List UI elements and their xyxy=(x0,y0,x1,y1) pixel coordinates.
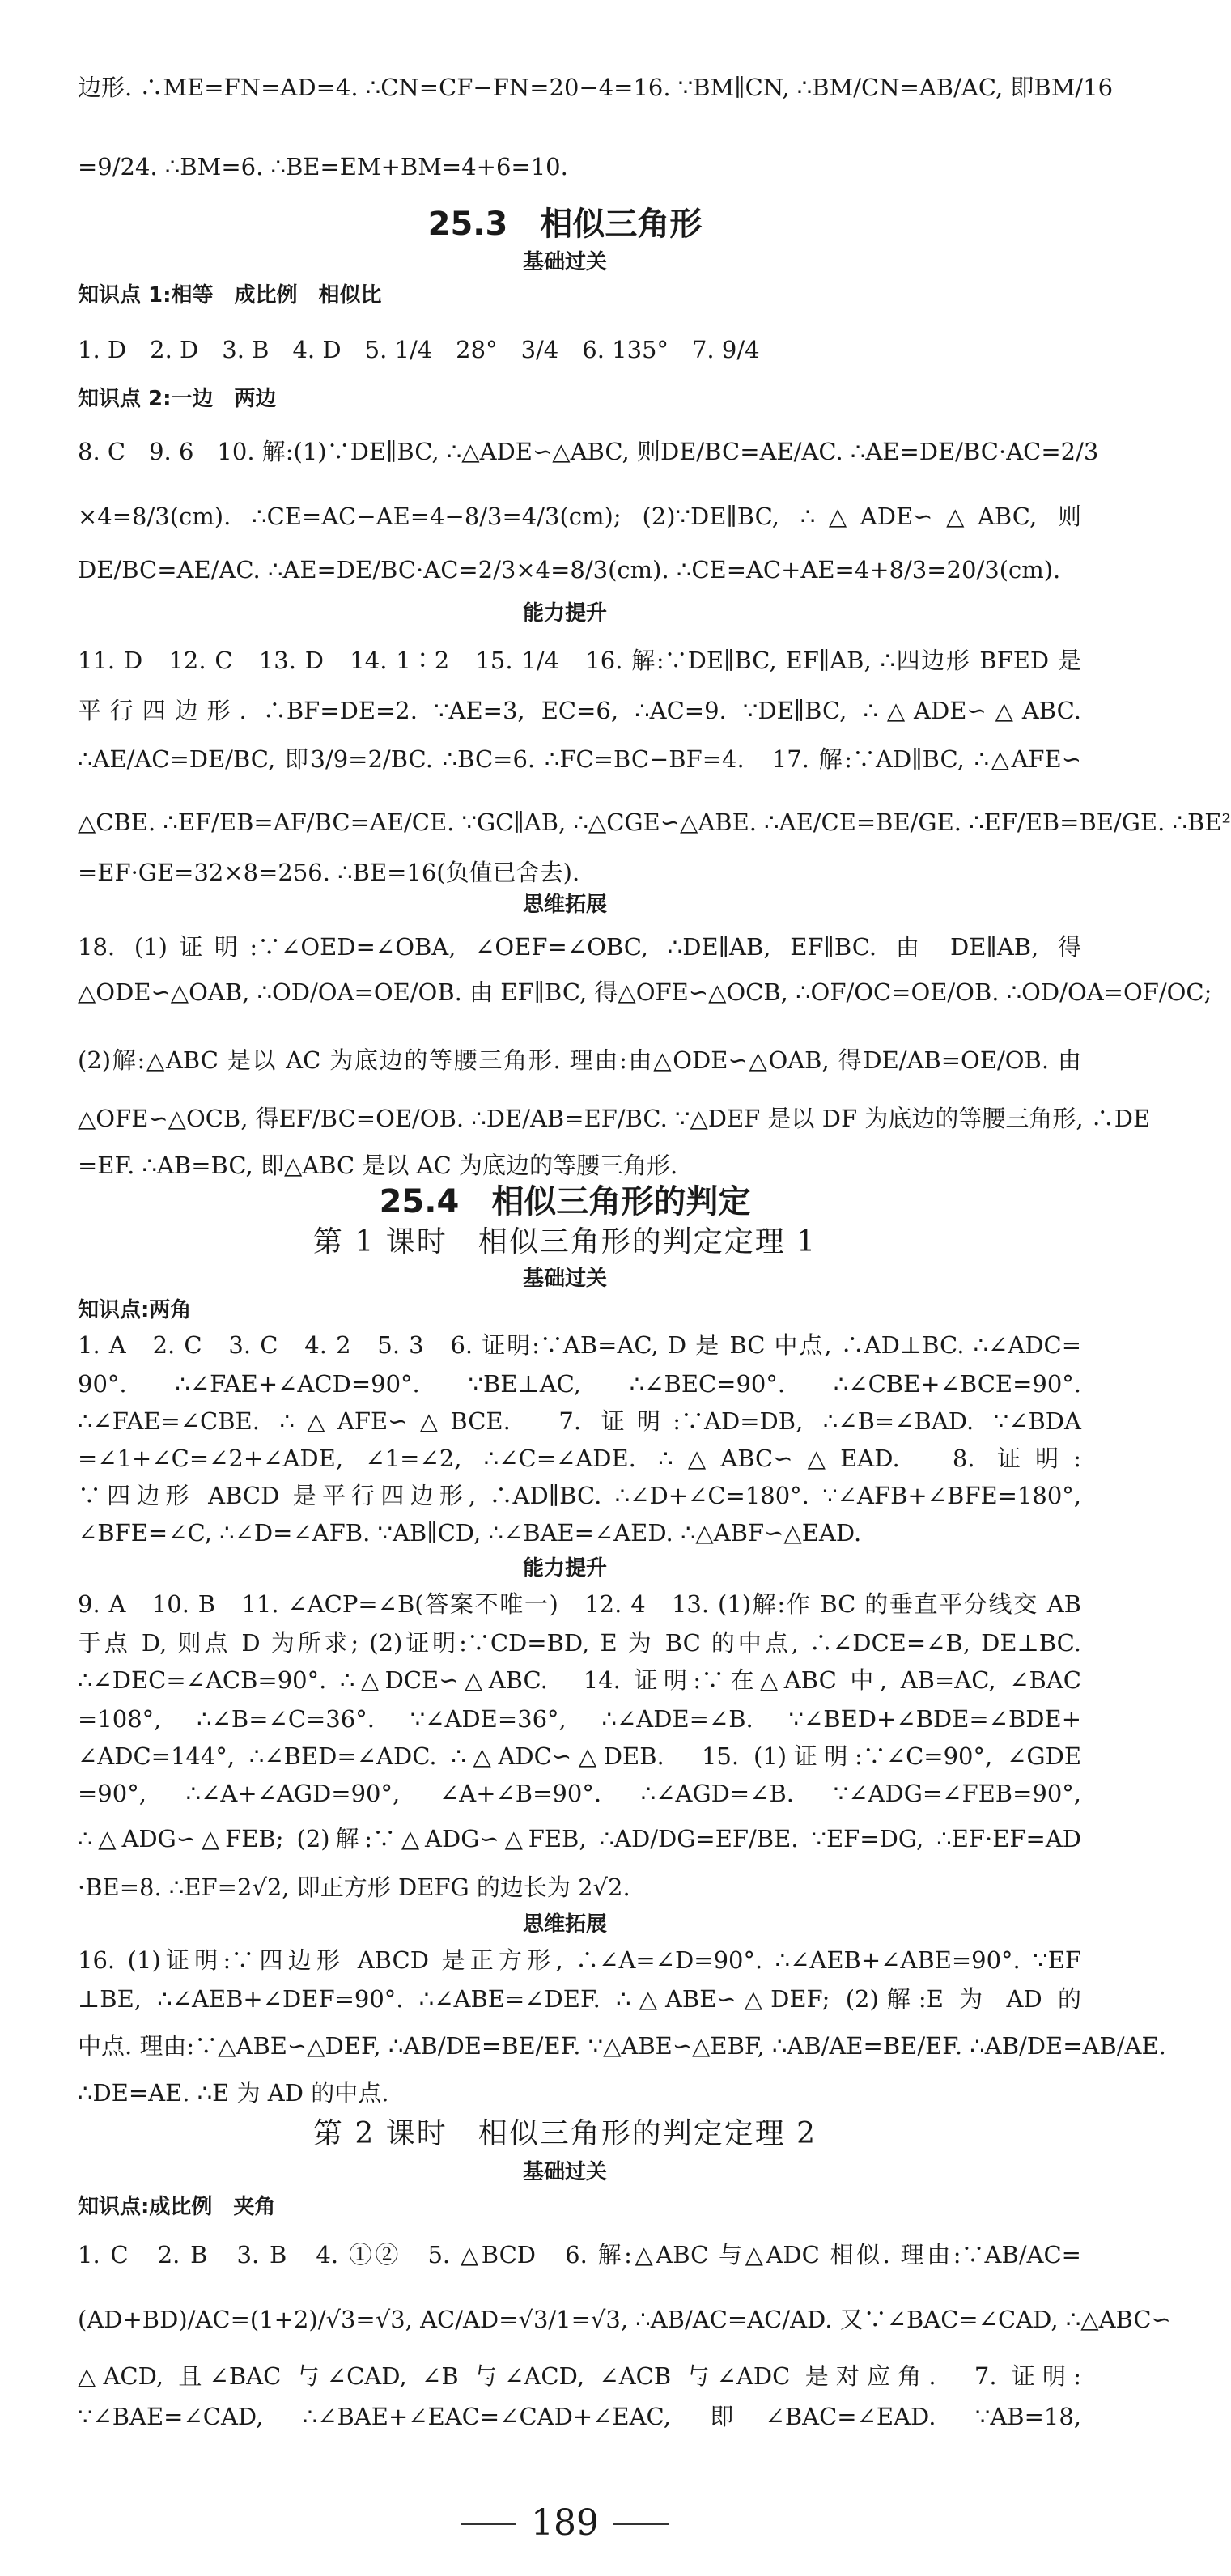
subsection-basic: 基础过关 xyxy=(522,250,607,274)
text-line: =EF·GE=32×8=256. ∴BE=16(负值已舍去). xyxy=(78,859,580,886)
text-line: 16. (1)证明:∵四边形 ABCD 是正方形, ∴∠A=∠D=90°. ∴∠AEB+∠ABE=90°. ∵EF xyxy=(78,1946,1081,1974)
text-line: △ODE∽△OAB, ∴OD/OA=OE/OB. 由 EF∥BC, 得△OFE∽△OCB, ∴OF/OC=OE/OB. ∴OD/OA=OF/OC; xyxy=(78,978,1212,1006)
subsection-basic: 基础过关 xyxy=(522,2160,607,2184)
subsection-thinking: 思维拓展 xyxy=(522,893,607,917)
text-line: =108°, ∴∠B=∠C=36°. ∵∠ADE=36°, ∴∠ADE=∠B. ∵∠BED+∠BDE=∠BDE+ xyxy=(78,1705,1081,1733)
text-line: 1. C 2. B 3. B 4. ①② 5. △BCD 6. 解:△ABC 与△ADC 相似. 理由:∵AB/AC= xyxy=(78,2241,1081,2268)
text-line: DE/BC=AE/AC. ∴AE=DE/BC·AC=2/3×4=8/3(cm). ∴CE=AC+AE=4+8/3=20/3(cm). xyxy=(78,556,1061,584)
subsection-ability: 能力提升 xyxy=(522,601,607,626)
text-line: 于点 D, 则点 D 为所求; (2)证明:∵CD=BD, E 为 BC 的中点, ∴∠DCE=∠B, DE⊥BC. xyxy=(78,1629,1081,1657)
text-line: 9. A 10. B 11. ∠ACP=∠B(答案不唯一) 12. 4 13. (1)解:作 BC 的垂直平分线交 AB xyxy=(78,1590,1081,1618)
text-line: ∠ADC=144°, ∴∠BED=∠ADC. ∴△ADC∽△DEB. 15. (1)证明:∵∠C=90°, ∠GDE xyxy=(78,1742,1081,1770)
text-line: ∴△ADG∽△FEB; (2)解:∵△ADG∽△FEB, ∴AD/DG=EF/BE. ∵EF=DG, ∴EF·EF=AD xyxy=(78,1825,1081,1852)
text-line: 90°. ∴∠FAE+∠ACD=90°. ∵BE⊥AC, ∴∠BEC=90°. ∴∠CBE+∠BCE=90°. xyxy=(78,1370,1081,1398)
text-line: =9/24. ∴BM=6. ∴BE=EM+BM=4+6=10. xyxy=(78,153,568,180)
page-number-dash-right xyxy=(613,2523,669,2525)
section-heading-25-3: 25.3 相似三角形 xyxy=(427,206,703,243)
text-line: 8. C 9. 6 10. 解:(1)∵DE∥BC, ∴△ADE∽△ABC, 则DE/BC=AE/AC. ∴AE=DE/BC·AC=2/3 xyxy=(78,438,1099,465)
text-line: ∴∠DEC=∠ACB=90°. ∴△DCE∽△ABC. 14. 证明:∵在△ABC 中, AB=AC, ∠BAC xyxy=(78,1666,1081,1694)
lesson-heading-1: 第 1 课时 相似三角形的判定定理 1 xyxy=(312,1225,817,1258)
text-line: ∴AE/AC=DE/BC, 即3/9=2/BC. ∴BC=6. ∴FC=BC−BF=4. 17. 解:∵AD∥BC, ∴△AFE∽ xyxy=(78,745,1081,773)
text-line: 18. (1)证明:∵∠OED=∠OBA, ∠OEF=∠OBC, ∴DE∥AB, EF∥BC. 由 DE∥AB, 得 xyxy=(78,933,1081,961)
text-line: =EF. ∴AB=BC, 即△ABC 是以 AC 为底边的等腰三角形. xyxy=(78,1152,678,1179)
text-line: ∴DE=AE. ∴E 为 AD 的中点. xyxy=(78,2079,389,2107)
text-line: ⊥BE, ∴∠AEB+∠DEF=90°. ∴∠ABE=∠DEF. ∴△ABE∽△DEF; (2)解:E 为 AD 的 xyxy=(78,1985,1081,2013)
text-line: 边形. ∴ME=FN=AD=4. ∴CN=CF−FN=20−4=16. ∵BM∥CN, ∴BM/CN=AB/AC, 即BM/16 xyxy=(78,74,1114,101)
knowledge-point-1: 知识点 1:相等 成比例 相似比 xyxy=(78,283,382,308)
text-line: ∵四边形 ABCD 是平行四边形, ∴AD∥BC. ∴∠D+∠C=180°. ∵∠AFB+∠BFE=180°, xyxy=(78,1482,1081,1509)
text-line: (AD+BD)/AC=(1+2)/√3=√3, AC/AD=√3/1=√3, ∴AB/AC=AC/AD. 又∵∠BAC=∠CAD, ∴△ABC∽ xyxy=(78,2306,1171,2333)
subsection-ability: 能力提升 xyxy=(522,1556,607,1581)
subsection-basic: 基础过关 xyxy=(522,1267,607,1291)
page-number: 189 xyxy=(531,2502,599,2544)
text-line: =∠1+∠C=∠2+∠ADE, ∠1=∠2, ∴∠C=∠ADE. ∴△ABC∽△EAD. 8. 证明: xyxy=(78,1445,1081,1472)
section-heading-25-4: 25.4 相似三角形的判定 xyxy=(379,1183,751,1220)
knowledge-point: 知识点:成比例 夹角 xyxy=(78,2195,276,2219)
text-line: 11. D 12. C 13. D 14. 1∶2 15. 1/4 16. 解:∵DE∥BC, EF∥AB, ∴四边形 BFED 是 xyxy=(78,647,1081,674)
subsection-thinking: 思维拓展 xyxy=(522,1912,607,1937)
text-line: △CBE. ∴EF/EB=AF/BC=AE/CE. ∵GC∥AB, ∴△CGE∽△ABE. ∴AE/CE=BE/GE. ∴EF/EB=BE/GE. ∴BE² xyxy=(78,808,1231,836)
text-line: 平行四边形. ∴BF=DE=2. ∵AE=3, EC=6, ∴AC=9. ∵DE∥BC, ∴△ADE∽△ABC. xyxy=(78,697,1081,724)
text-line: ∵∠BAE=∠CAD, ∴∠BAE+∠EAC=∠CAD+∠EAC, 即∠BAC=∠EAD. ∵AB=18, xyxy=(78,2403,1081,2430)
text-line: △OFE∽△OCB, 得EF/BC=OE/OB. ∴DE/AB=EF/BC. ∵△DEF 是以 DF 为底边的等腰三角形, ∴DE xyxy=(78,1105,1151,1132)
text-line: 1. A 2. C 3. C 4. 2 5. 3 6. 证明:∵AB=AC, D 是 BC 中点, ∴AD⊥BC. ∴∠ADC= xyxy=(78,1331,1081,1359)
text-line: =90°, ∴∠A+∠AGD=90°, ∠A+∠B=90°. ∴∠AGD=∠B. ∵∠ADG=∠FEB=90°, xyxy=(78,1780,1081,1807)
text-line: (2)解:△ABC 是以 AC 为底边的等腰三角形. 理由:由△ODE∽△OAB, 得DE/AB=OE/OB. 由 xyxy=(78,1046,1081,1074)
text-line: ∠BFE=∠C, ∴∠D=∠AFB. ∵AB∥CD, ∴∠BAE=∠AED. ∴△ABF∽△EAD. xyxy=(78,1519,862,1547)
knowledge-point: 知识点:两角 xyxy=(78,1298,192,1322)
lesson-heading-2: 第 2 课时 相似三角形的判定定理 2 xyxy=(312,2117,817,2150)
text-line: ·BE=8. ∴EF=2√2, 即正方形 DEFG 的边长为 2√2. xyxy=(78,1874,630,1901)
text-line: 中点. 理由:∵△ABE∽△DEF, ∴AB/DE=BE/EF. ∵△ABE∽△EBF, ∴AB/AE=BE/EF. ∴AB/DE=AB/AE. xyxy=(78,2032,1166,2060)
text-line: ×4=8/3(cm). ∴CE=AC−AE=4−8/3=4/3(cm); (2)∵DE∥BC, ∴△ADE∽△ABC, 则 xyxy=(78,503,1081,530)
knowledge-point-2: 知识点 2:一边 两边 xyxy=(78,387,277,411)
text-line: ∴∠FAE=∠CBE. ∴△AFE∽△BCE. 7. 证明:∵AD=DB, ∴∠B=∠BAD. ∵∠BDA xyxy=(78,1407,1081,1435)
text-line: △ACD, 且∠BAC 与∠CAD, ∠B 与∠ACD, ∠ACB 与∠ADC 是对应角. 7. 证明: xyxy=(78,2362,1081,2390)
text-line: 1. D 2. D 3. B 4. D 5. 1/4 28° 3/4 6. 135° 7. 9/4 xyxy=(78,336,760,363)
